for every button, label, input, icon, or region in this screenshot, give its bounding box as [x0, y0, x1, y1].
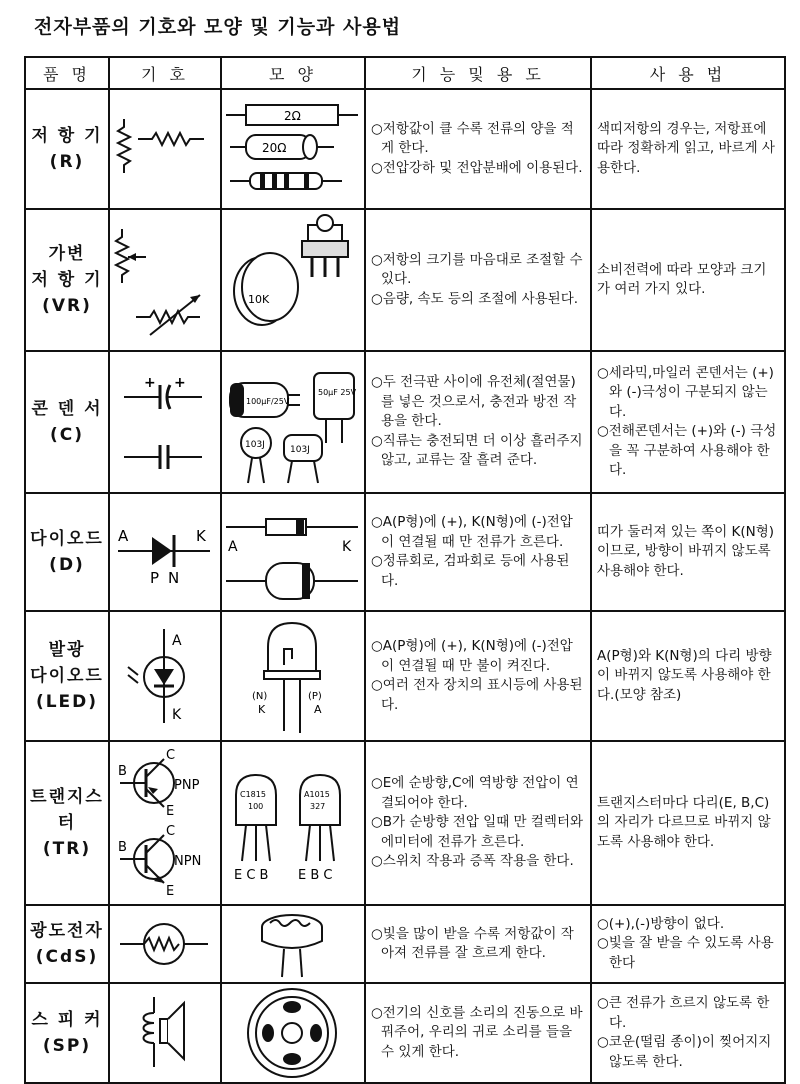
cap-label-3: 103J [245, 440, 265, 450]
cap-label-1: 100μF/25V [246, 397, 290, 406]
vr-shape-cell [221, 209, 365, 351]
transistor-symbol-cell [109, 741, 221, 905]
tr2-label-1: A1015 [304, 790, 330, 799]
capacitor-symbol-icon [110, 353, 218, 491]
variable-resistor-shape-icon [222, 211, 362, 349]
led-symbol-cell [109, 611, 221, 741]
resistor-symbol-cell [109, 89, 221, 209]
component-name: 스 피 커 (SP) [25, 983, 109, 1083]
header-symbol: 기 호 [109, 57, 221, 89]
usage-cell: 트랜지스터마다 다리(E, B,C)의 자리가 다르므로 바뀌지 않도록 사용해야 한다. [591, 741, 785, 905]
led-n-label: (N) [252, 691, 268, 702]
transistor-shape-cell [221, 741, 365, 905]
table-row-variable-resistor [25, 209, 785, 351]
capacitor-plus-2: + [174, 375, 186, 391]
usage-cell: 띠가 둘러져 있는 쪽이 K(N형)이므로, 방향이 바뀌지 않도록 사용해야 한다. [591, 493, 785, 611]
header-name: 품 명 [25, 57, 109, 89]
header-function: 기 능 및 용 도 [365, 57, 591, 89]
resistor-symbol-icon [110, 91, 218, 207]
speaker-shape-cell [221, 983, 365, 1083]
led-k-label: K [258, 703, 266, 716]
table-row-transistor [25, 741, 785, 905]
component-name: 발광 다이오드 (LED) [25, 611, 109, 741]
cds-shape-cell [221, 905, 365, 983]
diode-n-label: N [168, 569, 180, 587]
cds-symbol-icon [110, 907, 218, 981]
npn-c: C [166, 824, 176, 839]
function-cell: ○A(P형)에 (+), K(N형)에 (-)전압이 연결될 때 만 불이 켜진다. ○여러 전자 장치의 표시등에 사용된다. [365, 611, 591, 741]
header-row [25, 57, 785, 89]
pnp-c: C [166, 748, 176, 763]
npn-e: E [166, 884, 175, 899]
function-cell: ○A(P형)에 (+), K(N형)에 (-)전압이 연결될 때 만 전류가 흐른다. ○정류회로, 검파회로 등에 사용된다. [365, 493, 591, 611]
capacitor-shape-icon [222, 353, 362, 491]
table-row-capacitor [25, 351, 785, 493]
diode-shape-a: A [228, 539, 238, 555]
tr2-label-2: 327 [310, 802, 326, 811]
transistor-shape-icon [222, 743, 362, 903]
pnp-e: E [166, 804, 175, 819]
usage-cell: A(P형)와 K(N형)의 다리 방향이 바뀌지 않도록 사용해야 한다.(모양 참조) [591, 611, 785, 741]
function-cell: ○두 전극판 사이에 유전체(절연물)를 넣은 것으로서, 충전과 방전 작용을 한다. ○직류는 충전되면 더 이상 흘러주지 않고, 교류는 잘 흘려 준다. [365, 351, 591, 493]
npn-b: B [118, 840, 127, 855]
usage-cell: 색띠저항의 경우는, 저항표에 따라 정확하게 읽고, 바르게 사용한다. [591, 89, 785, 209]
led-shape-cell [221, 611, 365, 741]
cds-symbol-cell [109, 905, 221, 983]
led-a-label: A [314, 703, 322, 716]
led-cathode-label: K [172, 707, 182, 723]
usage-cell: ○(+),(-)방향이 없다. ○빛을 잘 받을 수 있도록 사용한다 [591, 905, 785, 983]
header-usage: 사 용 법 [591, 57, 785, 89]
resistor-shape-icon [222, 91, 362, 207]
table-row-led [25, 611, 785, 741]
diode-cathode-label: K [196, 527, 206, 545]
component-name: 트랜지스 터 (TR) [25, 741, 109, 905]
component-name: 저 항 기 (R) [25, 89, 109, 209]
table-row-speaker [25, 983, 785, 1083]
led-p-label: (P) [308, 691, 322, 702]
speaker-shape-icon [222, 985, 362, 1081]
capacitor-plus-1: + [144, 375, 156, 391]
capacitor-shape-cell [221, 351, 365, 493]
table-row-cds [25, 905, 785, 983]
component-name: 다이오드 (D) [25, 493, 109, 611]
usage-cell: ○세라믹,마일러 콘덴서는 (+)와 (-)극성이 구분되지 않는다. ○전해콘덴서는 (+)와 (-) 극성을 꼭 구분하여 사용해야 한다. [591, 351, 785, 493]
diode-p-label: P [150, 569, 160, 587]
speaker-symbol-icon [110, 985, 218, 1081]
diode-symbol-cell [109, 493, 221, 611]
vr-label: 10K [248, 293, 270, 306]
diode-shape-cell [221, 493, 365, 611]
table-row-resistor [25, 89, 785, 209]
function-cell: ○전기의 신호를 소리의 진동으로 바꿔주어, 우리의 귀로 소리를 들을 수 있게 한다. [365, 983, 591, 1083]
npn-label: NPN [174, 854, 202, 869]
cap-label-2: 50μF 25V [318, 388, 357, 397]
transistor-symbol-icon [110, 743, 218, 903]
component-name: 콘 덴 서 (C) [25, 351, 109, 493]
speaker-symbol-cell [109, 983, 221, 1083]
resistor-label-2: 20Ω [262, 141, 287, 155]
function-cell: ○E에 순방향,C에 역방향 전압이 연결되어야 한다. ○B가 순방향 전압 일때 만 컬렉터와 에미터에 전류가 흐른다. ○스위치 작용과 증폭 작용을 한다. [365, 741, 591, 905]
vr-symbol-cell [109, 209, 221, 351]
led-anode-label: A [172, 633, 182, 649]
component-name: 광도전자 (CdS) [25, 905, 109, 983]
tr1-label-1: C1815 [240, 790, 266, 799]
variable-resistor-symbol-icon [110, 211, 218, 349]
usage-cell: ○큰 전류가 흐르지 않도록 한다. ○코운(떨림 종이)이 찢어지지 않도록 한다. [591, 983, 785, 1083]
function-cell: ○빛을 많이 받을 수록 저항값이 작아져 전류를 잘 흐르게 한다. [365, 905, 591, 983]
page-title: 전자부품의 기호와 모양 및 기능과 사용법 [34, 16, 402, 38]
led-shape-icon [222, 613, 362, 739]
diode-shape-k: K [342, 539, 352, 555]
capacitor-symbol-cell [109, 351, 221, 493]
diode-symbol-icon [110, 495, 218, 609]
pnp-label: PNP [174, 778, 200, 793]
led-symbol-icon [110, 613, 218, 739]
tr2-pins: E B C [298, 868, 333, 883]
usage-cell: 소비전력에 따라 모양과 크기가 여러 가지 있다. [591, 209, 785, 351]
function-cell: ○저항의 크기를 마음대로 조절할 수 있다. ○음량, 속도 등의 조절에 사용된다. [365, 209, 591, 351]
tr1-pins: E C B [234, 868, 269, 883]
diode-shape-icon [222, 495, 362, 609]
components-table [24, 56, 786, 1084]
pnp-b: B [118, 764, 127, 779]
cds-shape-icon [222, 907, 362, 981]
component-name: 가변 저 항 기 (VR) [25, 209, 109, 351]
resistor-label-1: 2Ω [284, 109, 301, 123]
diode-anode-label: A [118, 527, 129, 545]
header-shape: 모 양 [221, 57, 365, 89]
resistor-shape-cell [221, 89, 365, 209]
tr1-label-2: 100 [248, 802, 264, 811]
cap-label-4: 103J [290, 445, 310, 455]
table-row-diode [25, 493, 785, 611]
function-cell: ○저항값이 클 수록 전류의 양을 적게 한다. ○전압강하 및 전압분배에 이용된다. [365, 89, 591, 209]
